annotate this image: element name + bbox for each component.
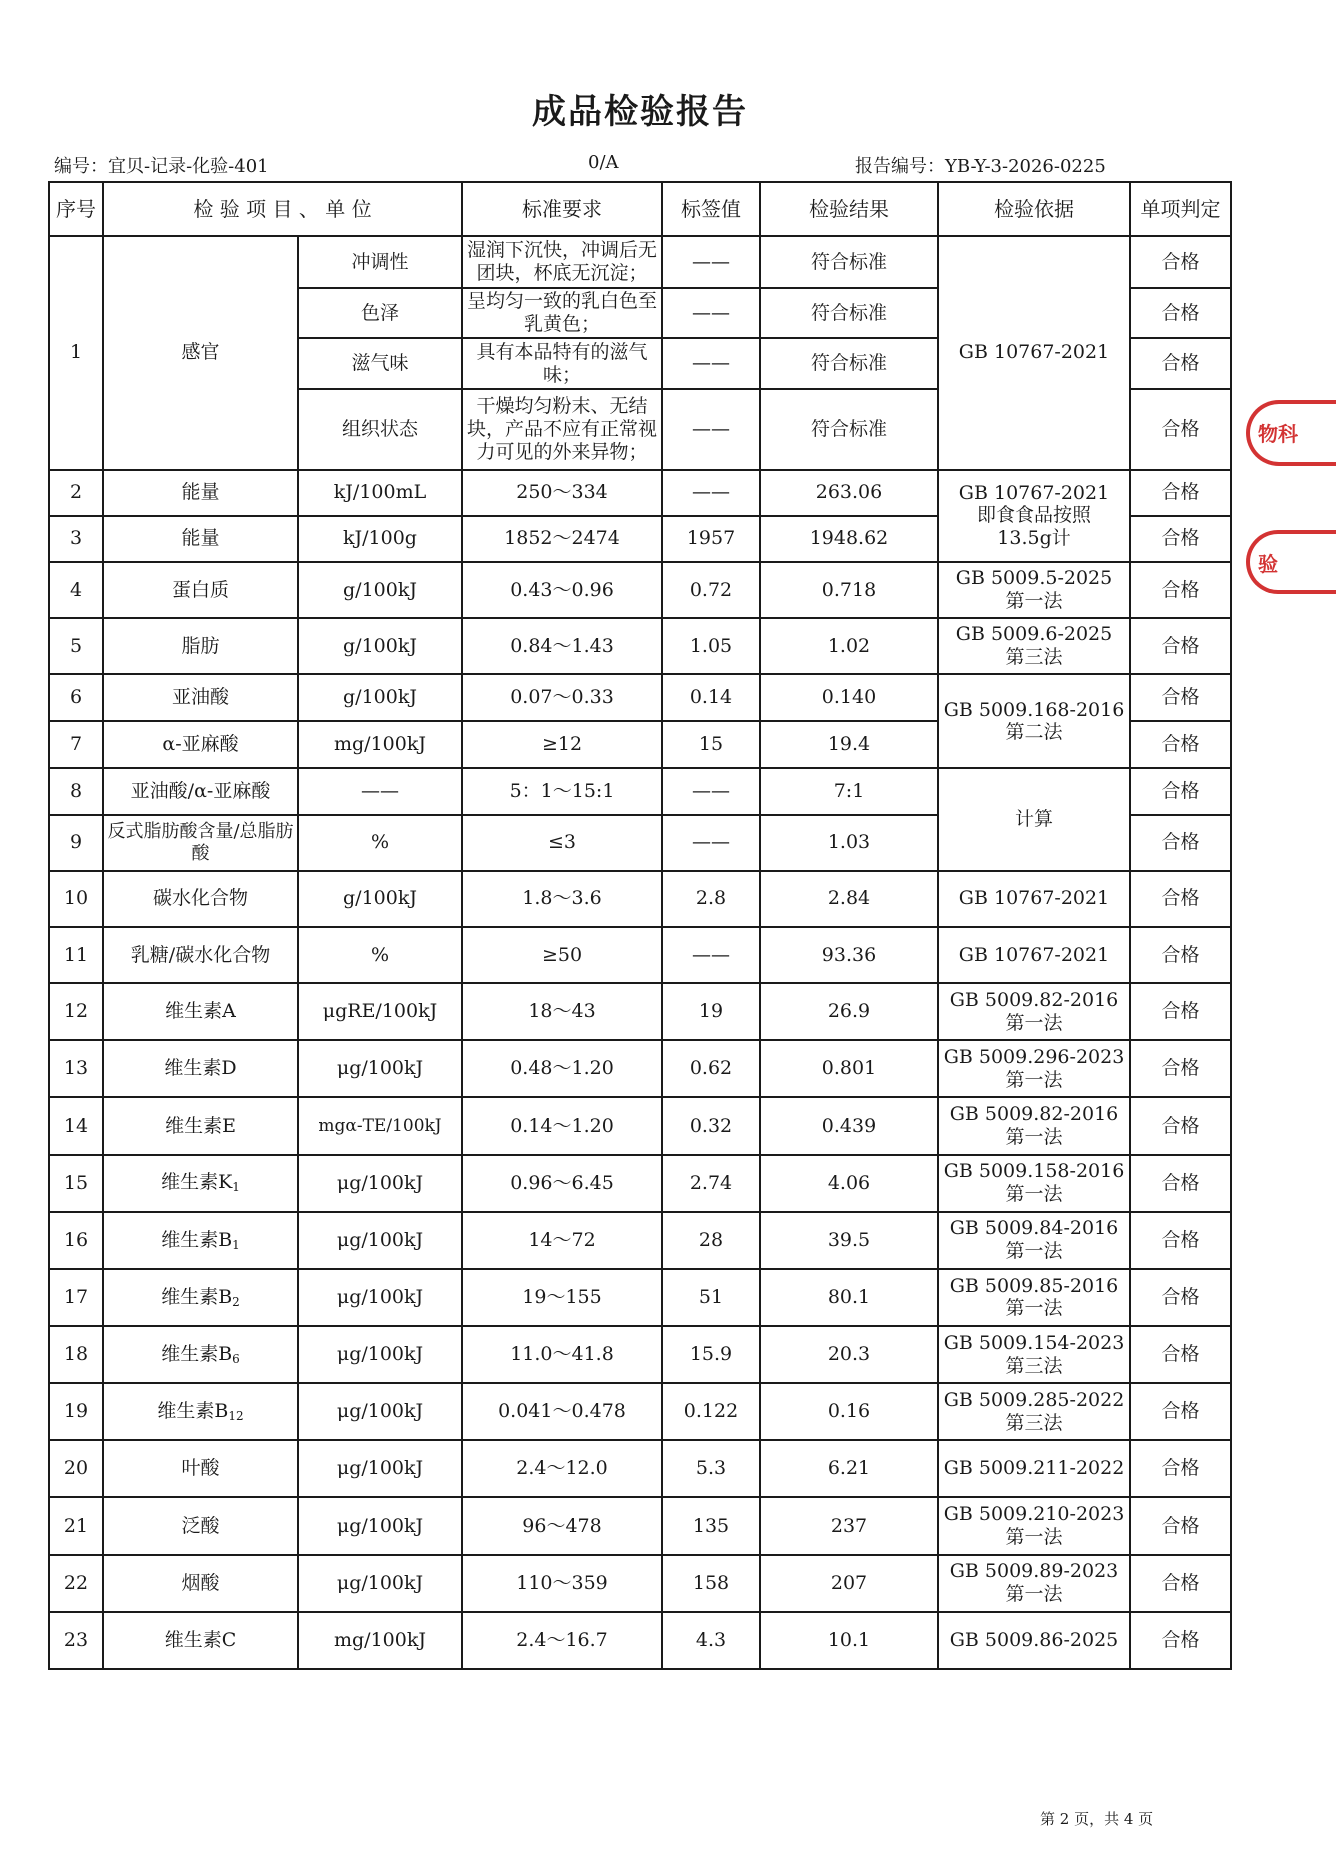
col-header-judge: 单项判定 bbox=[1130, 182, 1231, 236]
judgement: 合格 bbox=[1130, 1440, 1231, 1497]
col-header-ref: 检验依据 bbox=[938, 182, 1130, 236]
test-basis bbox=[938, 562, 1130, 618]
test-result: 0.801 bbox=[760, 1040, 938, 1097]
test-unit: % bbox=[298, 815, 462, 871]
label-value: —— bbox=[662, 389, 760, 469]
judgement: 合格 bbox=[1130, 1040, 1231, 1097]
test-basis bbox=[938, 1383, 1130, 1440]
test-basis-line: GB 5009.6-2025 bbox=[955, 623, 1113, 646]
judgement: 合格 bbox=[1130, 236, 1231, 288]
col-header-item: 检 验 项 目 、 单 位 bbox=[103, 182, 462, 236]
standard-requirement: ≥12 bbox=[462, 721, 662, 768]
table-row bbox=[49, 871, 1231, 927]
seal-stamp bbox=[1246, 400, 1298, 466]
test-result: 1948.62 bbox=[760, 516, 938, 562]
judgement: 合格 bbox=[1130, 338, 1231, 389]
test-basis-line: GB 5009.211-2022 bbox=[943, 1457, 1125, 1480]
label-value: 0.72 bbox=[662, 562, 760, 618]
judgement: 合格 bbox=[1130, 1097, 1231, 1154]
row-number: 9 bbox=[49, 815, 103, 871]
test-basis bbox=[938, 618, 1130, 674]
test-unit: μg/100kJ bbox=[298, 1555, 462, 1612]
judgement: 合格 bbox=[1130, 983, 1231, 1040]
test-item: 亚油酸/α-亚麻酸 bbox=[103, 768, 298, 814]
test-basis-line: 第一法 bbox=[1005, 589, 1063, 612]
col-header-label: 标签值 bbox=[662, 182, 760, 236]
test-result: 10.1 bbox=[760, 1612, 938, 1669]
row-number: 1 bbox=[49, 236, 103, 470]
doc-version: 0/A bbox=[588, 152, 619, 173]
test-item bbox=[103, 1326, 298, 1383]
test-item bbox=[103, 1155, 298, 1212]
test-basis-line: 第一法 bbox=[1005, 1240, 1063, 1263]
test-unit: μg/100kJ bbox=[298, 1212, 462, 1269]
test-basis-line: GB 5009.285-2022 bbox=[943, 1388, 1125, 1411]
row-number: 2 bbox=[49, 470, 103, 516]
row-number: 14 bbox=[49, 1097, 103, 1154]
test-item bbox=[103, 1212, 298, 1269]
table-header-row bbox=[49, 182, 1231, 236]
label-value: 1957 bbox=[662, 516, 760, 562]
test-basis-line: GB 5009.154-2023 bbox=[943, 1331, 1125, 1354]
label-value: —— bbox=[662, 927, 760, 983]
test-unit: μg/100kJ bbox=[298, 1040, 462, 1097]
test-unit: % bbox=[298, 927, 462, 983]
table-row bbox=[49, 674, 1231, 721]
test-item-name: 维生素B bbox=[161, 1342, 233, 1365]
row-number: 7 bbox=[49, 721, 103, 768]
label-value: 19 bbox=[662, 983, 760, 1040]
label-value: 0.14 bbox=[662, 674, 760, 721]
test-unit: μg/100kJ bbox=[298, 1326, 462, 1383]
test-result: 39.5 bbox=[760, 1212, 938, 1269]
test-unit: mg/100kJ bbox=[298, 1612, 462, 1669]
test-basis bbox=[938, 1326, 1130, 1383]
test-basis-line: 即食食品按照 bbox=[976, 504, 1091, 527]
test-item-name: 维生素B bbox=[161, 1228, 233, 1251]
row-number: 23 bbox=[49, 1612, 103, 1669]
test-basis-line: 第三法 bbox=[1005, 646, 1063, 669]
test-basis-line: GB 5009.296-2023 bbox=[943, 1045, 1125, 1068]
test-unit: kJ/100g bbox=[298, 516, 462, 562]
test-basis: GB 10767-2021 bbox=[938, 236, 1130, 470]
standard-requirement: 0.041～0.478 bbox=[462, 1383, 662, 1440]
test-unit: g/100kJ bbox=[298, 562, 462, 618]
table-row bbox=[49, 1097, 1231, 1154]
test-item-subscript: 6 bbox=[232, 1351, 240, 1366]
test-item-subscript: 1 bbox=[232, 1237, 240, 1252]
test-item: 脂肪 bbox=[103, 618, 298, 674]
test-item: 维生素C bbox=[103, 1612, 298, 1669]
test-item bbox=[103, 1383, 298, 1440]
row-number: 6 bbox=[49, 674, 103, 721]
row-number: 18 bbox=[49, 1326, 103, 1383]
test-unit: —— bbox=[298, 768, 462, 814]
standard-requirement: 具有本品特有的滋气味； bbox=[462, 338, 662, 389]
test-basis-line: GB 5009.89-2023 bbox=[949, 1560, 1119, 1583]
test-unit: μg/100kJ bbox=[298, 1155, 462, 1212]
test-basis bbox=[938, 1555, 1130, 1612]
test-item: α-亚麻酸 bbox=[103, 721, 298, 768]
label-value: —— bbox=[662, 768, 760, 814]
test-item: 维生素E bbox=[103, 1097, 298, 1154]
label-value: —— bbox=[662, 236, 760, 288]
judgement: 合格 bbox=[1130, 1269, 1231, 1326]
test-basis-line: GB 10767-2021 bbox=[958, 943, 1110, 966]
label-value: 0.62 bbox=[662, 1040, 760, 1097]
test-unit: kJ/100mL bbox=[298, 470, 462, 516]
row-number: 4 bbox=[49, 562, 103, 618]
label-value: 1.05 bbox=[662, 618, 760, 674]
test-result: 符合标准 bbox=[760, 338, 938, 389]
seal-stamp-text: 物科 bbox=[1246, 400, 1336, 466]
test-unit: μgRE/100kJ bbox=[298, 983, 462, 1040]
standard-requirement: 96～478 bbox=[462, 1497, 662, 1554]
judgement: 合格 bbox=[1130, 1497, 1231, 1554]
test-basis-line: 第一法 bbox=[1005, 1011, 1063, 1034]
table-row bbox=[49, 1326, 1231, 1383]
test-result: 93.36 bbox=[760, 927, 938, 983]
row-number: 21 bbox=[49, 1497, 103, 1554]
sensory-item: 组织状态 bbox=[298, 389, 462, 469]
test-result: 0.439 bbox=[760, 1097, 938, 1154]
row-number: 3 bbox=[49, 516, 103, 562]
label-value: 15.9 bbox=[662, 1326, 760, 1383]
test-basis-line: GB 5009.82-2016 bbox=[949, 988, 1119, 1011]
test-basis bbox=[938, 1440, 1130, 1497]
standard-requirement: ≥50 bbox=[462, 927, 662, 983]
inspection-table bbox=[48, 181, 1232, 1670]
test-item-name: 维生素B bbox=[157, 1400, 229, 1422]
test-item-name: 维生素B bbox=[161, 1285, 233, 1308]
test-unit: g/100kJ bbox=[298, 674, 462, 721]
judgement: 合格 bbox=[1130, 1155, 1231, 1212]
test-result: 0.718 bbox=[760, 562, 938, 618]
standard-requirement: 2.4～16.7 bbox=[462, 1612, 662, 1669]
test-result: 2.84 bbox=[760, 871, 938, 927]
test-basis-line: GB 5009.82-2016 bbox=[949, 1103, 1119, 1126]
test-basis-line: 第二法 bbox=[1005, 721, 1063, 744]
test-basis-line: 第一法 bbox=[1005, 1297, 1063, 1320]
standard-requirement: 0.14～1.20 bbox=[462, 1097, 662, 1154]
row-number: 19 bbox=[49, 1383, 103, 1440]
label-value: 158 bbox=[662, 1555, 760, 1612]
test-item bbox=[103, 1269, 298, 1326]
label-value: 2.74 bbox=[662, 1155, 760, 1212]
test-basis-line: GB 5009.210-2023 bbox=[943, 1503, 1125, 1526]
test-item: 能量 bbox=[103, 470, 298, 516]
judgement: 合格 bbox=[1130, 516, 1231, 562]
test-basis-line: 第三法 bbox=[1005, 1354, 1063, 1377]
test-item: 反式脂肪酸含量/总脂肪酸 bbox=[103, 815, 298, 871]
test-result: 1.02 bbox=[760, 618, 938, 674]
label-value: 15 bbox=[662, 721, 760, 768]
label-value: 5.3 bbox=[662, 1440, 760, 1497]
row-number: 15 bbox=[49, 1155, 103, 1212]
table-row bbox=[49, 1155, 1231, 1212]
table-row bbox=[49, 1497, 1231, 1554]
test-basis-line: 第三法 bbox=[1005, 1411, 1063, 1434]
report-number: 报告编号：YB-Y-3-2026-0225 bbox=[855, 156, 1106, 177]
sensory-item: 冲调性 bbox=[298, 236, 462, 288]
test-basis bbox=[938, 1155, 1130, 1212]
test-basis-line: GB 10767-2021 bbox=[958, 887, 1110, 910]
test-result: 符合标准 bbox=[760, 288, 938, 338]
label-value: 4.3 bbox=[662, 1612, 760, 1669]
test-basis-line: 13.5g计 bbox=[997, 527, 1071, 550]
test-basis-line: GB 5009.168-2016 bbox=[943, 698, 1125, 721]
standard-requirement: 0.96～6.45 bbox=[462, 1155, 662, 1212]
standard-requirement: 19～155 bbox=[462, 1269, 662, 1326]
judgement: 合格 bbox=[1130, 815, 1231, 871]
test-basis bbox=[938, 927, 1130, 983]
test-item-subscript: 2 bbox=[232, 1294, 240, 1309]
test-item: 维生素A bbox=[103, 983, 298, 1040]
test-basis-line: GB 10767-2021 bbox=[958, 481, 1110, 504]
test-result: 符合标准 bbox=[760, 236, 938, 288]
test-basis bbox=[938, 871, 1130, 927]
test-unit: mg/100kJ bbox=[298, 721, 462, 768]
test-basis bbox=[938, 674, 1130, 768]
table-row bbox=[49, 927, 1231, 983]
table-row bbox=[49, 768, 1231, 814]
label-value: 0.32 bbox=[662, 1097, 760, 1154]
judgement: 合格 bbox=[1130, 674, 1231, 721]
standard-requirement: 110～359 bbox=[462, 1555, 662, 1612]
judgement: 合格 bbox=[1130, 1212, 1231, 1269]
test-unit: mgα-TE/100kJ bbox=[298, 1097, 462, 1154]
test-basis bbox=[938, 1269, 1130, 1326]
standard-requirement: 11.0～41.8 bbox=[462, 1326, 662, 1383]
table-row bbox=[49, 1269, 1231, 1326]
test-basis bbox=[938, 470, 1130, 562]
test-unit: μg/100kJ bbox=[298, 1497, 462, 1554]
test-item: 乳糖/碳水化合物 bbox=[103, 927, 298, 983]
test-result: 1.03 bbox=[760, 815, 938, 871]
page-title: 成品检验报告 bbox=[532, 92, 748, 132]
standard-requirement: 1852～2474 bbox=[462, 516, 662, 562]
judgement: 合格 bbox=[1130, 1555, 1231, 1612]
table-row bbox=[49, 1383, 1231, 1440]
test-result: 符合标准 bbox=[760, 389, 938, 469]
row-number: 22 bbox=[49, 1555, 103, 1612]
standard-requirement: 0.48～1.20 bbox=[462, 1040, 662, 1097]
test-item: 叶酸 bbox=[103, 1440, 298, 1497]
label-value: 0.122 bbox=[662, 1383, 760, 1440]
test-item: 亚油酸 bbox=[103, 674, 298, 721]
table-row bbox=[49, 1440, 1231, 1497]
judgement: 合格 bbox=[1130, 927, 1231, 983]
test-result: 0.140 bbox=[760, 674, 938, 721]
label-value: —— bbox=[662, 815, 760, 871]
table-row bbox=[49, 1212, 1231, 1269]
row-number: 10 bbox=[49, 871, 103, 927]
test-result: 237 bbox=[760, 1497, 938, 1554]
judgement: 合格 bbox=[1130, 1612, 1231, 1669]
judgement: 合格 bbox=[1130, 470, 1231, 516]
judgement: 合格 bbox=[1130, 1326, 1231, 1383]
standard-requirement: 14～72 bbox=[462, 1212, 662, 1269]
table-row bbox=[49, 618, 1231, 674]
judgement: 合格 bbox=[1130, 618, 1231, 674]
test-item-subscript: 12 bbox=[228, 1409, 244, 1423]
sensory-item: 滋气味 bbox=[298, 338, 462, 389]
test-basis-line: GB 5009.86-2025 bbox=[949, 1628, 1119, 1651]
standard-requirement: 湿润下沉快，冲调后无团块，杯底无沉淀； bbox=[462, 236, 662, 288]
test-item: 烟酸 bbox=[103, 1555, 298, 1612]
test-basis bbox=[938, 768, 1130, 870]
test-unit: g/100kJ bbox=[298, 871, 462, 927]
table-row bbox=[49, 1040, 1231, 1097]
judgement: 合格 bbox=[1130, 721, 1231, 768]
row-number: 17 bbox=[49, 1269, 103, 1326]
test-result: 20.3 bbox=[760, 1326, 938, 1383]
test-basis bbox=[938, 1612, 1130, 1669]
test-unit: g/100kJ bbox=[298, 618, 462, 674]
test-basis bbox=[938, 1097, 1130, 1154]
test-result: 26.9 bbox=[760, 983, 938, 1040]
test-basis bbox=[938, 983, 1130, 1040]
test-item-subscript: 1 bbox=[232, 1180, 240, 1195]
label-value: 28 bbox=[662, 1212, 760, 1269]
standard-requirement: 0.84～1.43 bbox=[462, 618, 662, 674]
page-number: 第 2 页，共 4 页 bbox=[1040, 1810, 1154, 1828]
test-basis-line: 第一法 bbox=[1005, 1526, 1063, 1549]
test-basis bbox=[938, 1040, 1130, 1097]
row-number: 16 bbox=[49, 1212, 103, 1269]
standard-requirement: 5：1～15:1 bbox=[462, 768, 662, 814]
sensory-item: 色泽 bbox=[298, 288, 462, 338]
label-value: 51 bbox=[662, 1269, 760, 1326]
standard-requirement: 0.43～0.96 bbox=[462, 562, 662, 618]
test-item: 碳水化合物 bbox=[103, 871, 298, 927]
seal-stamp-text: 验 bbox=[1246, 530, 1336, 594]
test-basis-line: 计算 bbox=[1014, 808, 1053, 831]
test-result: 207 bbox=[760, 1555, 938, 1612]
col-header-standard: 标准要求 bbox=[462, 182, 662, 236]
judgement: 合格 bbox=[1130, 871, 1231, 927]
test-result: 263.06 bbox=[760, 470, 938, 516]
judgement: 合格 bbox=[1130, 562, 1231, 618]
standard-requirement: 1.8～3.6 bbox=[462, 871, 662, 927]
test-item-name: 维生素K bbox=[161, 1171, 233, 1194]
test-unit: μg/100kJ bbox=[298, 1440, 462, 1497]
test-item: 泛酸 bbox=[103, 1497, 298, 1554]
test-unit: μg/100kJ bbox=[298, 1269, 462, 1326]
col-header-no: 序号 bbox=[49, 182, 103, 236]
test-item: 能量 bbox=[103, 516, 298, 562]
standard-requirement: 呈均匀一致的乳白色至乳黄色； bbox=[462, 288, 662, 338]
label-value: 2.8 bbox=[662, 871, 760, 927]
label-value: —— bbox=[662, 470, 760, 516]
test-unit: μg/100kJ bbox=[298, 1383, 462, 1440]
test-basis-line: 第一法 bbox=[1005, 1583, 1063, 1606]
row-number: 8 bbox=[49, 768, 103, 814]
judgement: 合格 bbox=[1130, 768, 1231, 814]
test-basis-line: 第一法 bbox=[1005, 1183, 1063, 1206]
standard-requirement: 干燥均匀粉末、无结块，产品不应有正常视力可见的外来异物； bbox=[462, 389, 662, 469]
judgement: 合格 bbox=[1130, 288, 1231, 338]
test-item: 蛋白质 bbox=[103, 562, 298, 618]
row-number: 13 bbox=[49, 1040, 103, 1097]
row-number: 12 bbox=[49, 983, 103, 1040]
label-value: —— bbox=[662, 288, 760, 338]
test-basis-line: GB 5009.84-2016 bbox=[949, 1217, 1119, 1240]
doc-code: 编号：宜贝-记录-化验-401 bbox=[54, 156, 269, 177]
table-row bbox=[49, 983, 1231, 1040]
table-row bbox=[49, 1612, 1231, 1669]
row-number: 11 bbox=[49, 927, 103, 983]
table-row bbox=[49, 562, 1231, 618]
test-result: 19.4 bbox=[760, 721, 938, 768]
table-row bbox=[49, 470, 1231, 516]
test-result: 6.21 bbox=[760, 1440, 938, 1497]
test-result: 80.1 bbox=[760, 1269, 938, 1326]
test-basis bbox=[938, 1212, 1130, 1269]
table-row bbox=[49, 236, 1231, 288]
standard-requirement: 0.07～0.33 bbox=[462, 674, 662, 721]
test-result: 7:1 bbox=[760, 768, 938, 814]
test-basis-line: GB 5009.158-2016 bbox=[943, 1160, 1125, 1183]
sensory-group-label: 感官 bbox=[103, 236, 298, 470]
col-header-result: 检验结果 bbox=[760, 182, 938, 236]
test-basis-line: 第一法 bbox=[1005, 1068, 1063, 1091]
standard-requirement: 2.4～12.0 bbox=[462, 1440, 662, 1497]
test-basis-line: GB 5009.85-2016 bbox=[949, 1274, 1119, 1297]
judgement: 合格 bbox=[1130, 389, 1231, 469]
standard-requirement: 250～334 bbox=[462, 470, 662, 516]
row-number: 20 bbox=[49, 1440, 103, 1497]
seal-stamp bbox=[1246, 530, 1280, 594]
test-result: 0.16 bbox=[760, 1383, 938, 1440]
label-value: —— bbox=[662, 338, 760, 389]
standard-requirement: 18～43 bbox=[462, 983, 662, 1040]
label-value: 135 bbox=[662, 1497, 760, 1554]
test-basis bbox=[938, 1497, 1130, 1554]
standard-requirement: ≤3 bbox=[462, 815, 662, 871]
test-result: 4.06 bbox=[760, 1155, 938, 1212]
table-row bbox=[49, 1555, 1231, 1612]
test-item: 维生素D bbox=[103, 1040, 298, 1097]
test-basis-line: GB 5009.5-2025 bbox=[955, 567, 1113, 590]
row-number: 5 bbox=[49, 618, 103, 674]
judgement: 合格 bbox=[1130, 1383, 1231, 1440]
test-basis-line: 第一法 bbox=[1005, 1125, 1063, 1148]
